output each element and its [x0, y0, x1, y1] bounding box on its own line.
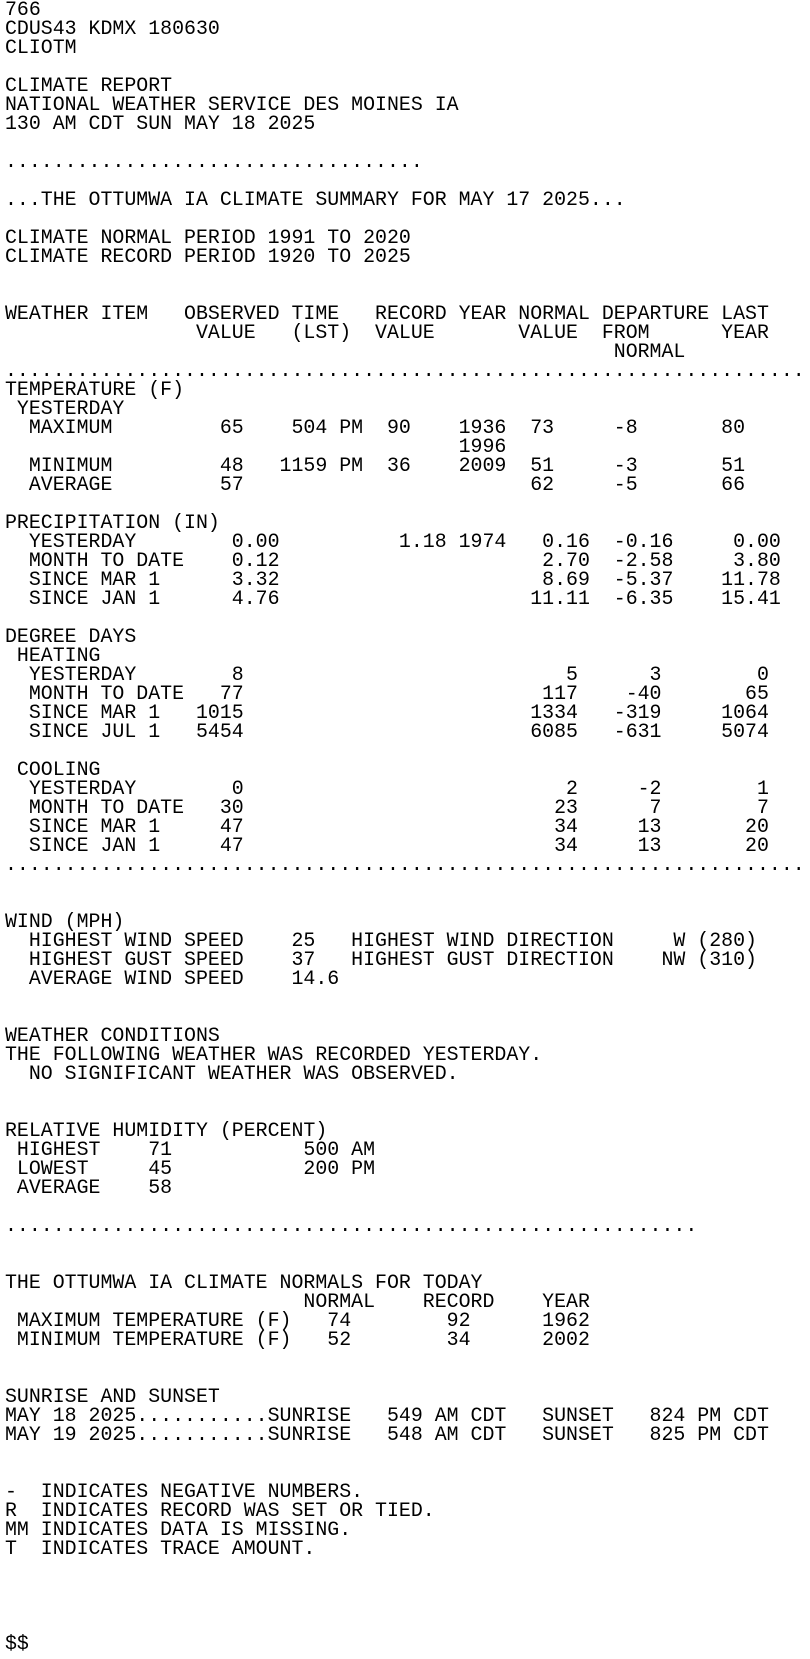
report-line: SINCE JAN 1 4.76 11.11 -6.35 15.41 [5, 587, 781, 610]
report-line: NORMAL RECORD YEAR [5, 1290, 590, 1313]
report-line [5, 1558, 810, 1577]
report-line [5, 1444, 810, 1463]
report-line: MINIMUM TEMPERATURE (F) 52 34 2002 [5, 1328, 590, 1351]
report-line: AVERAGE 58 [5, 1176, 173, 1199]
report-line: SINCE MAR 1 3.32 8.69 -5.37 11.78 [5, 568, 781, 591]
report-line: .......................................................... [5, 1214, 698, 1237]
report-line: ...THE OTTUMWA IA CLIMATE SUMMARY FOR MAY 17 2025... [5, 188, 626, 211]
report-line: CLIOTM [5, 36, 77, 59]
report-line [5, 893, 810, 912]
report-line: HIGHEST GUST SPEED 37 HIGHEST GUST DIRECTION NW (310) [5, 948, 757, 971]
report-line: 1996 [5, 435, 507, 458]
report-line: - INDICATES NEGATIVE NUMBERS. [5, 1480, 364, 1503]
report-line [5, 1235, 810, 1254]
report-line: SINCE MAR 1 47 34 13 20 [5, 815, 769, 838]
report-line: MAY 19 2025...........SUNRISE 548 AM CDT SUNSET 825 PM CDT [5, 1423, 769, 1446]
report-line: CDUS43 KDMX 180630 [5, 17, 220, 40]
report-line [5, 874, 810, 893]
report-line: VALUE (LST) VALUE VALUE FROM YEAR [5, 321, 769, 344]
report-line: CLIMATE REPORT [5, 74, 173, 97]
report-line [5, 1349, 810, 1368]
report-line: YESTERDAY 0 2 -2 1 [5, 777, 769, 800]
report-line: SINCE JUL 1 5454 6085 -631 5074 [5, 720, 769, 743]
report-line: SUNRISE AND SUNSET [5, 1385, 220, 1408]
report-line: MONTH TO DATE 30 23 7 7 [5, 796, 769, 819]
report-line: R INDICATES RECORD WAS SET OR TIED. [5, 1499, 435, 1522]
report-line [5, 266, 810, 285]
report-line: MAXIMUM 65 504 PM 90 1936 73 -8 80 [5, 416, 746, 439]
report-line [5, 988, 810, 1007]
report-line [5, 1577, 810, 1596]
report-line: MAXIMUM TEMPERATURE (F) 74 92 1962 [5, 1309, 590, 1332]
report-line: AVERAGE 57 62 -5 66 [5, 473, 746, 496]
report-line [5, 1615, 810, 1634]
report-line: SINCE JAN 1 47 34 13 20 [5, 834, 769, 857]
report-line: DEGREE DAYS [5, 625, 137, 648]
report-line: THE FOLLOWING WEATHER WAS RECORDED YESTERDAY. [5, 1043, 543, 1066]
report-line: WEATHER CONDITIONS [5, 1024, 220, 1047]
report-line: MINIMUM 48 1159 PM 36 2009 51 -3 51 [5, 454, 746, 477]
report-line: COOLING [5, 758, 101, 781]
report-line: WEATHER ITEM OBSERVED TIME RECORD YEAR NORMAL DEPARTURE LAST [5, 302, 769, 325]
report-line: NORMAL [5, 340, 686, 363]
report-line: AVERAGE WIND SPEED 14.6 [5, 967, 340, 990]
report-line: ................................................................... [5, 853, 805, 876]
report-line: ................................................................... [5, 359, 805, 382]
report-line: MONTH TO DATE 0.12 2.70 -2.58 3.80 [5, 549, 781, 572]
report-line: HIGHEST 71 500 AM [5, 1138, 376, 1161]
report-line: ................................... [5, 150, 423, 173]
report-line: WIND (MPH) [5, 910, 125, 933]
report-line: LOWEST 45 200 PM [5, 1157, 376, 1180]
report-line: YESTERDAY [5, 397, 125, 420]
report-line: CLIMATE RECORD PERIOD 1920 TO 2025 [5, 245, 411, 268]
report-line: RELATIVE HUMIDITY (PERCENT) [5, 1119, 328, 1142]
report-line: MAY 18 2025...........SUNRISE 549 AM CDT SUNSET 824 PM CDT [5, 1404, 769, 1427]
report-line: CLIMATE NORMAL PERIOD 1991 TO 2020 [5, 226, 411, 249]
report-line: 130 AM CDT SUN MAY 18 2025 [5, 112, 316, 135]
report-line: NATIONAL WEATHER SERVICE DES MOINES IA [5, 93, 459, 116]
report-line: 766 [5, 0, 41, 21]
report-line: HEATING [5, 644, 101, 667]
report-line: MONTH TO DATE 77 117 -40 65 [5, 682, 769, 705]
report-line: SINCE MAR 1 1015 1334 -319 1064 [5, 701, 769, 724]
report-line: $$ [5, 1632, 29, 1655]
report-line: YESTERDAY 8 5 3 0 [5, 663, 769, 686]
report-line: T INDICATES TRACE AMOUNT. [5, 1537, 316, 1560]
report-line: HIGHEST WIND SPEED 25 HIGHEST WIND DIRECTION W (280) [5, 929, 757, 952]
report-line: PRECIPITATION (IN) [5, 511, 220, 534]
report-line [5, 741, 810, 760]
report-line [5, 1083, 810, 1102]
report-line: MM INDICATES DATA IS MISSING. [5, 1518, 352, 1541]
report-line: THE OTTUMWA IA CLIMATE NORMALS FOR TODAY [5, 1271, 483, 1294]
report-line: NO SIGNIFICANT WEATHER WAS OBSERVED. [5, 1062, 459, 1085]
report-line: YESTERDAY 0.00 1.18 1974 0.16 -0.16 0.00 [5, 530, 781, 553]
report-line [5, 1596, 810, 1615]
report-line: TEMPERATURE (F) [5, 378, 185, 401]
